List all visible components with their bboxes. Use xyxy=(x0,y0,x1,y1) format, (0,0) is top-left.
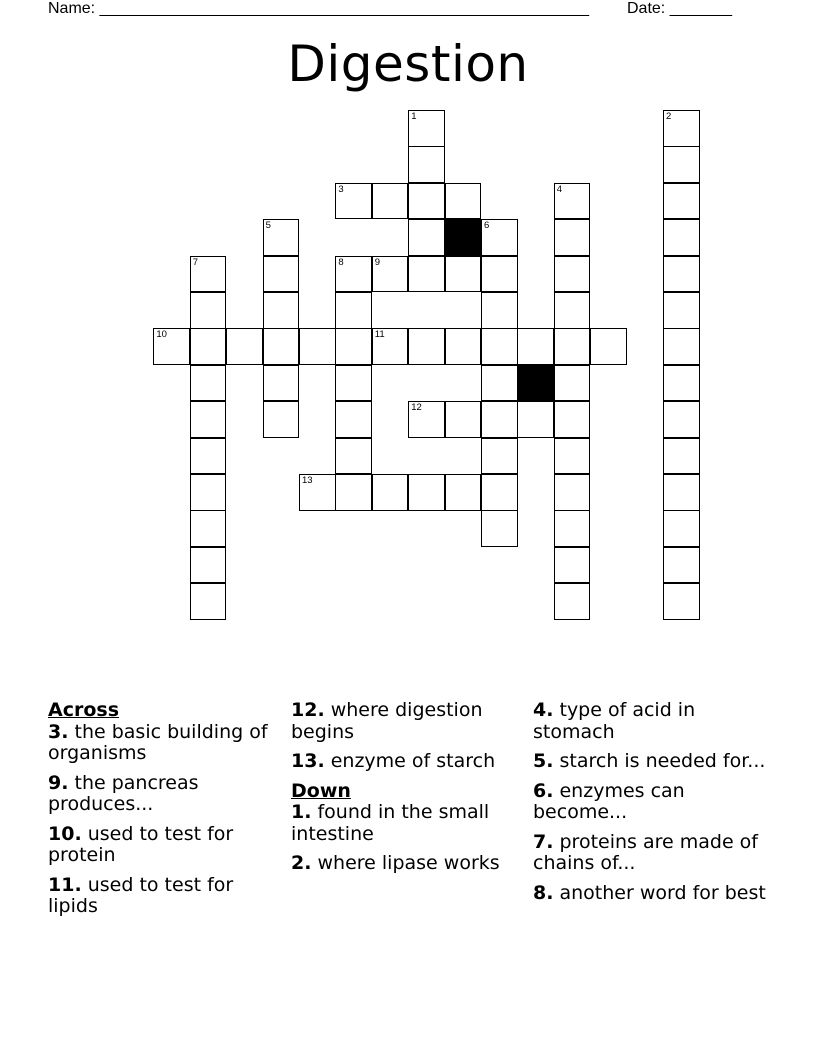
clue-number: 10. xyxy=(48,822,82,845)
cell-number: 5 xyxy=(265,220,271,232)
grid-cell[interactable] xyxy=(481,510,518,547)
grid-cell[interactable] xyxy=(408,401,445,438)
grid-cell[interactable] xyxy=(445,328,482,365)
grid-cell[interactable] xyxy=(335,401,372,438)
grid-cell[interactable] xyxy=(408,219,445,256)
puzzle-title: Digestion xyxy=(287,35,529,93)
grid-cell[interactable] xyxy=(263,401,300,438)
clue-number: 9. xyxy=(48,771,69,794)
grid-cell[interactable] xyxy=(517,401,554,438)
name-line: _______________________________________________________ xyxy=(99,0,589,17)
clue-down-4 xyxy=(533,700,773,743)
grid-cell[interactable] xyxy=(335,474,372,511)
grid-cell[interactable] xyxy=(408,256,445,293)
cell-number: 13 xyxy=(302,475,313,486)
grid-cell[interactable] xyxy=(372,474,409,511)
clues-column-1 xyxy=(48,700,278,926)
grid-cell[interactable] xyxy=(263,219,300,256)
grid-cell[interactable] xyxy=(663,219,700,256)
grid-cell[interactable] xyxy=(263,365,300,402)
grid-cell[interactable] xyxy=(335,365,372,402)
grid-cell[interactable] xyxy=(335,256,372,293)
clues-column-2 xyxy=(291,700,521,883)
grid-cell[interactable] xyxy=(517,328,554,365)
clue-number: 3. xyxy=(48,720,69,743)
grid-cell[interactable] xyxy=(481,365,518,402)
across-heading: Across xyxy=(48,699,120,721)
grid-cell[interactable] xyxy=(554,183,591,220)
clue-down-6 xyxy=(533,781,773,824)
grid-cell[interactable] xyxy=(663,474,700,511)
cell-number: 1 xyxy=(411,111,417,122)
clue-text: proteins are made of chains of... xyxy=(533,830,758,874)
grid-cell[interactable] xyxy=(663,583,700,620)
grid-cell[interactable] xyxy=(481,401,518,438)
grid-cell[interactable] xyxy=(481,256,518,293)
grid-cell[interactable] xyxy=(372,183,409,220)
name-label: Name: xyxy=(48,0,100,17)
clue-number: 11. xyxy=(48,873,82,896)
grid-cell[interactable] xyxy=(445,401,482,438)
grid-cell[interactable] xyxy=(554,583,591,620)
grid-cell[interactable] xyxy=(590,328,627,365)
grid-cell[interactable] xyxy=(408,183,445,220)
cell-number: 3 xyxy=(338,183,344,195)
grid-cell[interactable] xyxy=(481,474,518,511)
grid-cell[interactable] xyxy=(190,328,227,365)
grid-cell[interactable] xyxy=(190,547,227,584)
clue-across-10 xyxy=(48,824,278,867)
blocked-cell xyxy=(445,219,482,256)
clue-down-1 xyxy=(291,802,521,845)
clue-number: 5. xyxy=(533,750,554,772)
grid-cell[interactable] xyxy=(554,328,591,365)
clue-across-3 xyxy=(48,722,278,765)
cell-number: 7 xyxy=(192,256,199,268)
grid-cell[interactable] xyxy=(190,474,227,511)
grid-cell[interactable] xyxy=(663,183,700,220)
clue-text: used to test for protein xyxy=(48,822,234,866)
blocked-cell xyxy=(517,365,554,402)
grid-cell[interactable] xyxy=(554,401,591,438)
clue-across-11 xyxy=(48,875,278,918)
grid-cell[interactable] xyxy=(190,292,227,329)
grid-cell[interactable] xyxy=(481,438,518,475)
grid-cell[interactable] xyxy=(408,146,445,183)
clue-down-2 xyxy=(291,853,521,875)
grid-cell[interactable] xyxy=(190,401,227,438)
grid-cell[interactable] xyxy=(663,256,700,293)
clue-text: enzymes can become... xyxy=(533,779,685,823)
date-line: _______ xyxy=(669,0,732,17)
grid-cell[interactable] xyxy=(263,256,300,293)
clue-text: type of acid in stomach xyxy=(533,699,696,743)
cell-number: 6 xyxy=(484,220,490,232)
cell-number: 8 xyxy=(338,256,344,268)
grid-cell[interactable] xyxy=(335,183,372,220)
grid-cell[interactable] xyxy=(153,328,190,365)
date-label: Date: xyxy=(627,0,670,17)
grid-cell[interactable] xyxy=(481,292,518,329)
grid-cell[interactable] xyxy=(663,547,700,584)
grid-cell[interactable] xyxy=(481,219,518,256)
grid-cell[interactable] xyxy=(663,292,700,329)
clue-down-8 xyxy=(533,883,773,905)
cell-number: 4 xyxy=(556,183,563,195)
grid-cell[interactable] xyxy=(372,256,409,293)
grid-cell[interactable] xyxy=(408,474,445,511)
grid-cell[interactable] xyxy=(263,328,300,365)
clue-number: 1. xyxy=(291,801,312,823)
grid-cell[interactable] xyxy=(190,510,227,547)
grid-cell[interactable] xyxy=(663,110,700,147)
cell-number: 9 xyxy=(374,256,381,268)
clue-number: 2. xyxy=(291,852,312,874)
clue-text: enzyme of starch xyxy=(324,750,496,772)
cell-number: 2 xyxy=(666,111,672,122)
grid-cell[interactable] xyxy=(190,583,227,620)
clue-number: 4. xyxy=(533,699,554,721)
grid-cell[interactable] xyxy=(226,328,263,365)
grid-cell[interactable] xyxy=(335,292,372,329)
clue-number: 8. xyxy=(533,881,554,904)
clue-text: where lipase works xyxy=(311,852,500,874)
grid-cell[interactable] xyxy=(663,438,700,475)
grid-cell[interactable] xyxy=(554,219,591,256)
clue-down-7 xyxy=(533,832,773,875)
grid-cell[interactable] xyxy=(445,256,482,293)
cell-number: 12 xyxy=(411,402,422,414)
clues-column-3 xyxy=(533,700,773,912)
clue-text: used to test for lipids xyxy=(48,873,234,917)
grid-cell[interactable] xyxy=(663,401,700,438)
grid-cell[interactable] xyxy=(299,474,336,511)
clue-number: 7. xyxy=(533,830,554,853)
grid-cell[interactable] xyxy=(663,328,700,365)
grid-cell[interactable] xyxy=(554,256,591,293)
grid-cell[interactable] xyxy=(190,365,227,402)
grid-cell[interactable] xyxy=(263,292,300,329)
clue-number: 12. xyxy=(291,699,325,721)
grid-cell[interactable] xyxy=(190,438,227,475)
clue-across-9 xyxy=(48,773,278,816)
grid-cell[interactable] xyxy=(554,510,591,547)
grid-cell[interactable] xyxy=(445,183,482,220)
clue-text: the pancreas produces... xyxy=(48,771,199,815)
grid-cell[interactable] xyxy=(299,328,336,365)
grid-cell[interactable] xyxy=(554,547,591,584)
grid-cell[interactable] xyxy=(335,328,372,365)
grid-cell[interactable] xyxy=(554,474,591,511)
grid-cell[interactable] xyxy=(190,256,227,293)
clue-across-12 xyxy=(291,700,521,743)
clue-number: 6. xyxy=(533,779,554,802)
grid-cell[interactable] xyxy=(554,365,591,402)
clue-across-13 xyxy=(291,751,521,773)
grid-cell[interactable] xyxy=(554,438,591,475)
cell-number: 10 xyxy=(156,329,167,341)
grid-cell[interactable] xyxy=(554,292,591,329)
clue-text: starch is needed for... xyxy=(553,750,766,772)
clue-text: found in the small intestine xyxy=(291,801,490,845)
grid-cell[interactable] xyxy=(445,474,482,511)
grid-cell[interactable] xyxy=(663,146,700,183)
grid-cell[interactable] xyxy=(663,365,700,402)
grid-cell[interactable] xyxy=(481,328,518,365)
grid-cell[interactable] xyxy=(372,328,409,365)
clue-text: another word for best xyxy=(553,881,766,904)
cell-number: 11 xyxy=(374,329,385,341)
clue-down-5 xyxy=(533,751,773,773)
clue-text: where digestion begins xyxy=(291,699,483,743)
clue-number: 13. xyxy=(291,750,325,772)
grid-cell[interactable] xyxy=(335,438,372,475)
clue-text: the basic building of organisms xyxy=(48,720,268,764)
grid-cell[interactable] xyxy=(408,328,445,365)
grid-cell[interactable] xyxy=(663,510,700,547)
grid-cell[interactable] xyxy=(408,110,445,147)
down-heading: Down xyxy=(291,779,351,802)
